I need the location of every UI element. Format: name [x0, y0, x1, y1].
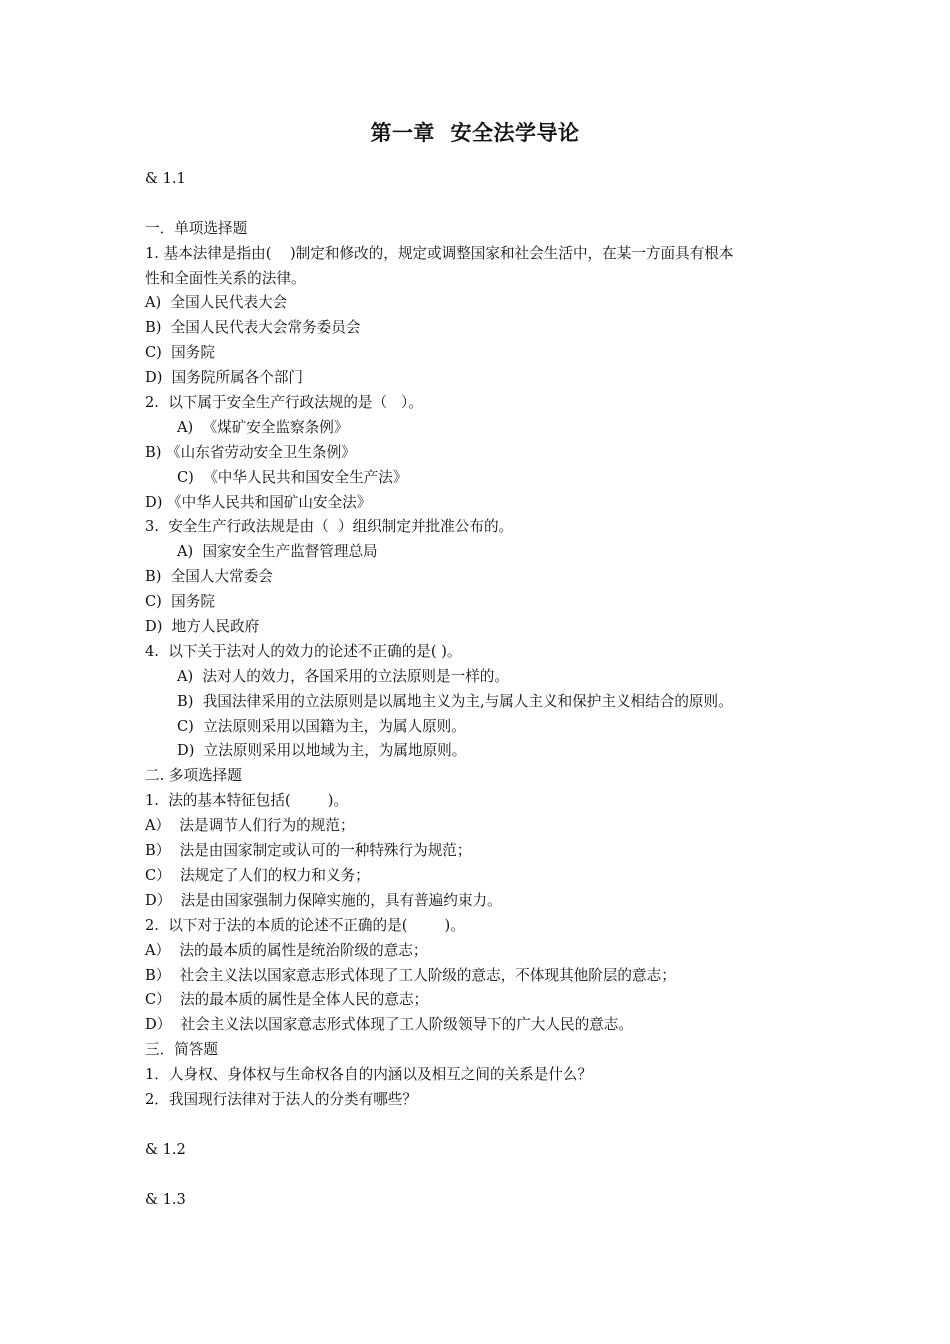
- option-d: D) 立法原则采用以地域为主，为属地原则。: [177, 742, 467, 760]
- option-c: C） 法的最本质的属性是全体人民的意志；: [145, 991, 429, 1009]
- blank-line: [145, 1113, 825, 1138]
- option-a: A） 法是调节人们行为的规范；: [145, 817, 355, 835]
- option-d: D） 法是由国家强制力保障实施的，具有普遍约束力。: [145, 891, 502, 909]
- blank-line: [145, 1163, 825, 1188]
- blank-line: [145, 192, 825, 217]
- option-c: C) 国务院: [145, 344, 215, 362]
- question-text: 3. 安全生产行政法规是由（ ）组织制定并批准公布的。: [145, 518, 514, 536]
- option-d: D) 《中华人民共和国矿山安全法》: [145, 493, 372, 511]
- option-c: C) 立法原则采用以国籍为主，为属人原则。: [177, 717, 466, 735]
- part-heading: 三．简答题: [145, 1041, 218, 1059]
- short-answer-question: 1．人身权、身体权与生命权各自的内涵以及相互之间的关系是什么？: [145, 1066, 593, 1084]
- question-text: 2. 以下对于法的本质的论述不正确的是( )。: [145, 916, 465, 934]
- option-a: A) 法对人的效力，各国采用的立法原则是一样的。: [177, 667, 509, 685]
- option-d: D） 社会主义法以国家意志形式体现了工人阶级领导下的广大人民的意志。: [145, 1016, 633, 1034]
- option-b: B) 全国人民代表大会常务委员会: [145, 319, 361, 337]
- option-b: B） 社会主义法以国家意志形式体现了工人阶级的意志，不体现其他阶层的意志；: [145, 966, 676, 984]
- chapter-title: 第一章 安全法学导论: [370, 121, 580, 145]
- option-c: C) 国务院: [145, 593, 215, 611]
- section-heading: & 1.2: [145, 1140, 186, 1158]
- question-text: 2. 以下属于安全生产行政法规的是（ ）。: [145, 394, 423, 412]
- option-a: A) 国家安全生产监督管理总局: [177, 543, 378, 561]
- part-heading: 一．单项选择题: [145, 219, 248, 237]
- question-text: 1. 基本法律是指由( )制定和修改的，规定或调整国家和社会生活中，在某一方面具有根本: [145, 244, 734, 262]
- option-b: B） 法是由国家制定或认可的一种特殊行为规范；: [145, 842, 472, 860]
- option-a: A） 法的最本质的属性是统治阶级的意志；: [145, 941, 428, 959]
- option-d: D) 国务院所属各个部门: [145, 369, 304, 387]
- section-heading: & 1.1: [145, 170, 186, 187]
- option-b: B) 我国法律采用的立法原则是以属地主义为主,与属人主义和保护主义相结合的原则。: [177, 692, 733, 710]
- option-d: D) 地方人民政府: [145, 618, 260, 636]
- question-text-continued: 性和全面性关系的法律。: [145, 269, 306, 287]
- option-a: A) 《煤矿安全监察条例》: [177, 418, 349, 436]
- question-text: 4. 以下关于法对人的效力的论述不正确的是( )。: [145, 642, 462, 660]
- document-body: [145, 167, 825, 1212]
- section-heading: & 1.3: [145, 1190, 186, 1208]
- option-b: B) 全国人大常委会: [145, 568, 273, 586]
- short-answer-question: 2．我国现行法律对于法人的分类有哪些？: [145, 1090, 417, 1108]
- question-text: 1. 法的基本特征包括( )。: [145, 792, 349, 810]
- option-c: C） 法规定了人们的权力和义务；: [145, 866, 370, 884]
- part-heading: 二. 多项选择题: [145, 767, 242, 785]
- option-c: C) 《中华人民共和国安全生产法》: [177, 468, 408, 486]
- option-b: B) 《山东省劳动安全卫生条例》: [145, 443, 356, 461]
- option-a: A) 全国人民代表大会: [145, 294, 288, 312]
